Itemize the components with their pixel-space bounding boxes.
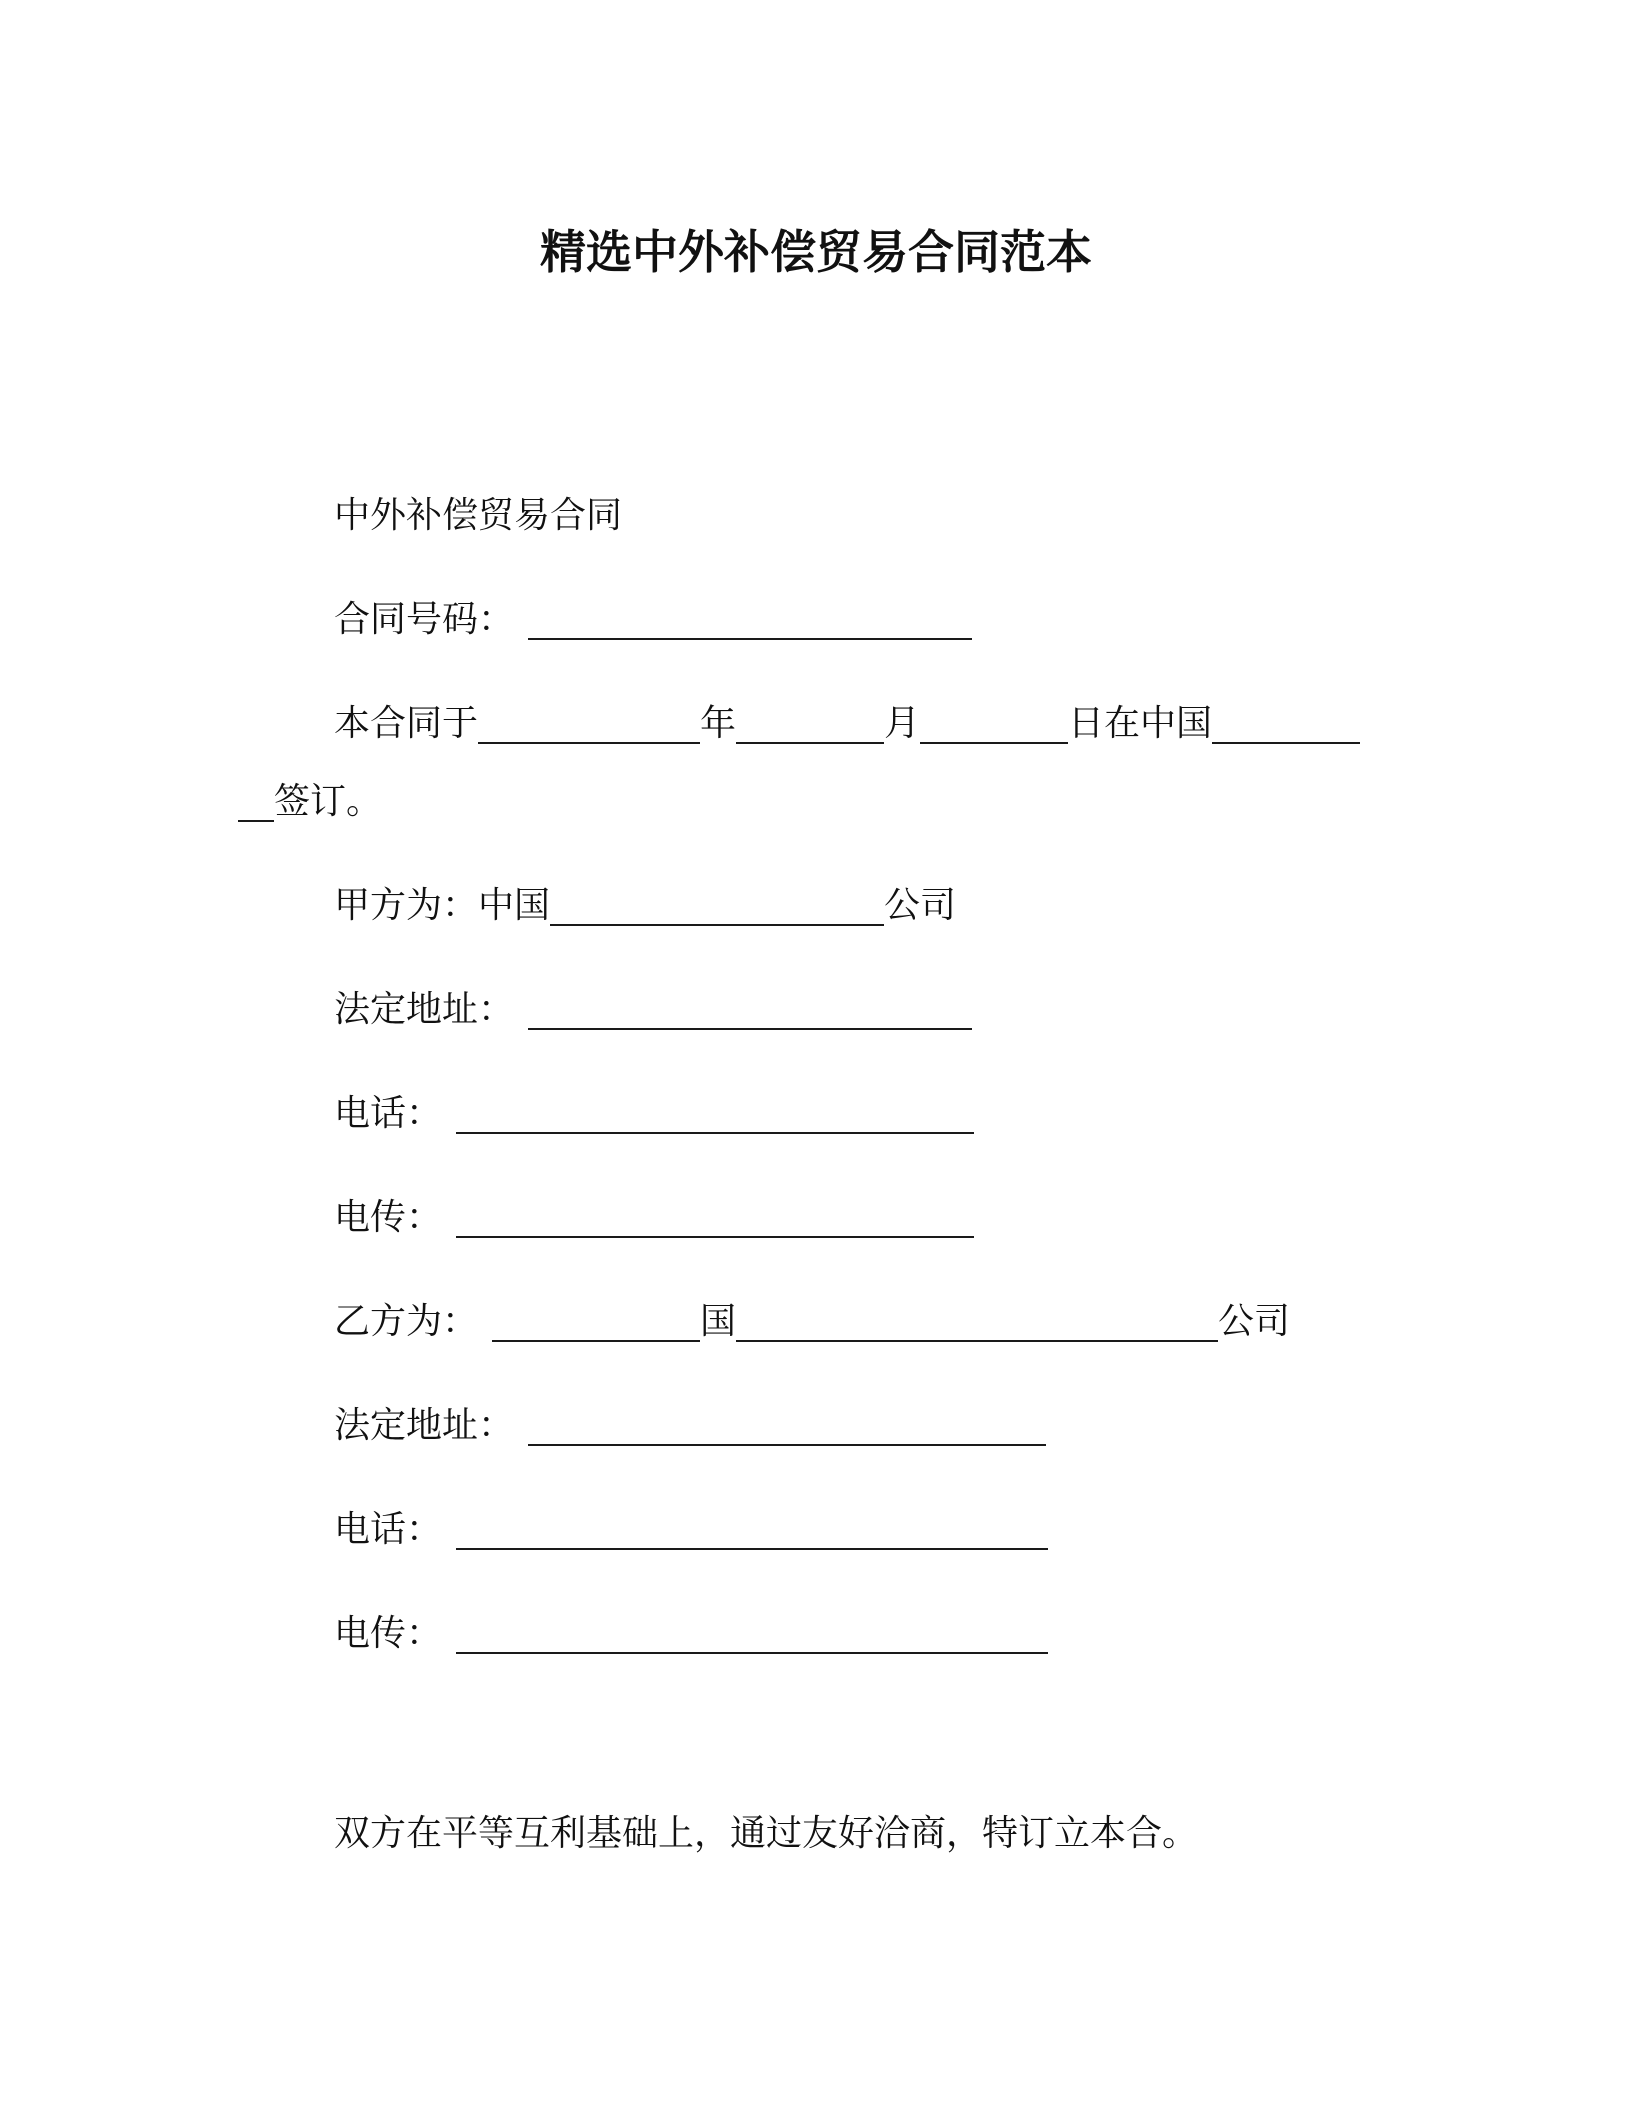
signing-place-blank-continued xyxy=(238,784,274,822)
party-a-fax-label: 电传： xyxy=(334,1197,443,1238)
party-a-company-suffix: 公司 xyxy=(884,885,957,926)
contract-number-row xyxy=(334,596,972,644)
party-a-row xyxy=(334,882,956,930)
party-a-address-label: 法定地址： xyxy=(334,989,515,1030)
party-a-address-blank xyxy=(528,992,972,1030)
contract-number-label: 合同号码： xyxy=(334,599,515,640)
signing-month-blank xyxy=(736,706,884,744)
signing-year-label: 年 xyxy=(700,703,737,744)
party-b-fax-row xyxy=(334,1610,1048,1658)
contract-heading xyxy=(334,492,622,540)
party-b-row xyxy=(334,1298,1290,1346)
party-b-address-row xyxy=(334,1402,1046,1450)
party-a-phone-row xyxy=(334,1090,974,1138)
party-b-fax-label: 电传： xyxy=(334,1613,443,1654)
party-b-phone-row xyxy=(334,1506,1048,1554)
signing-day-place-label: 日在中国 xyxy=(1068,703,1213,744)
signing-day-blank xyxy=(920,706,1068,744)
party-b-country-label: 国 xyxy=(700,1301,737,1342)
party-b-label: 乙方为： xyxy=(334,1301,479,1342)
signing-row xyxy=(334,700,1360,748)
signing-prefix: 本合同于 xyxy=(334,703,479,744)
party-b-fax-blank xyxy=(456,1616,1048,1654)
party-b-phone-blank xyxy=(456,1512,1048,1550)
closing-paragraph xyxy=(334,1810,1198,1858)
contract-number-blank xyxy=(528,602,972,640)
party-b-country-blank xyxy=(492,1304,700,1342)
contract-heading-text: 中外补偿贸易合同 xyxy=(334,495,623,536)
party-a-fax-row xyxy=(334,1194,974,1242)
party-b-company-suffix: 公司 xyxy=(1218,1301,1291,1342)
signing-month-label: 月 xyxy=(884,703,921,744)
party-a-fax-blank xyxy=(456,1200,974,1238)
party-b-address-blank xyxy=(528,1408,1046,1446)
party-b-company-blank xyxy=(736,1304,1218,1342)
signing-row-continued xyxy=(238,778,382,826)
signing-place-blank xyxy=(1212,706,1360,744)
party-b-address-label: 法定地址： xyxy=(334,1405,515,1446)
party-a-label: 甲方为：中国 xyxy=(334,885,551,926)
signing-year-blank xyxy=(478,706,700,744)
signing-suffix: 签订。 xyxy=(274,781,383,822)
party-a-company-blank xyxy=(550,888,884,926)
document-title: 精选中外补偿贸易合同范本 xyxy=(540,225,1092,279)
closing-text: 双方在平等互利基础上，通过友好洽商，特订立本合。 xyxy=(334,1813,1199,1854)
party-b-phone-label: 电话： xyxy=(334,1509,443,1550)
party-a-phone-blank xyxy=(456,1096,974,1134)
party-a-phone-label: 电话： xyxy=(334,1093,443,1134)
party-a-address-row xyxy=(334,986,972,1034)
